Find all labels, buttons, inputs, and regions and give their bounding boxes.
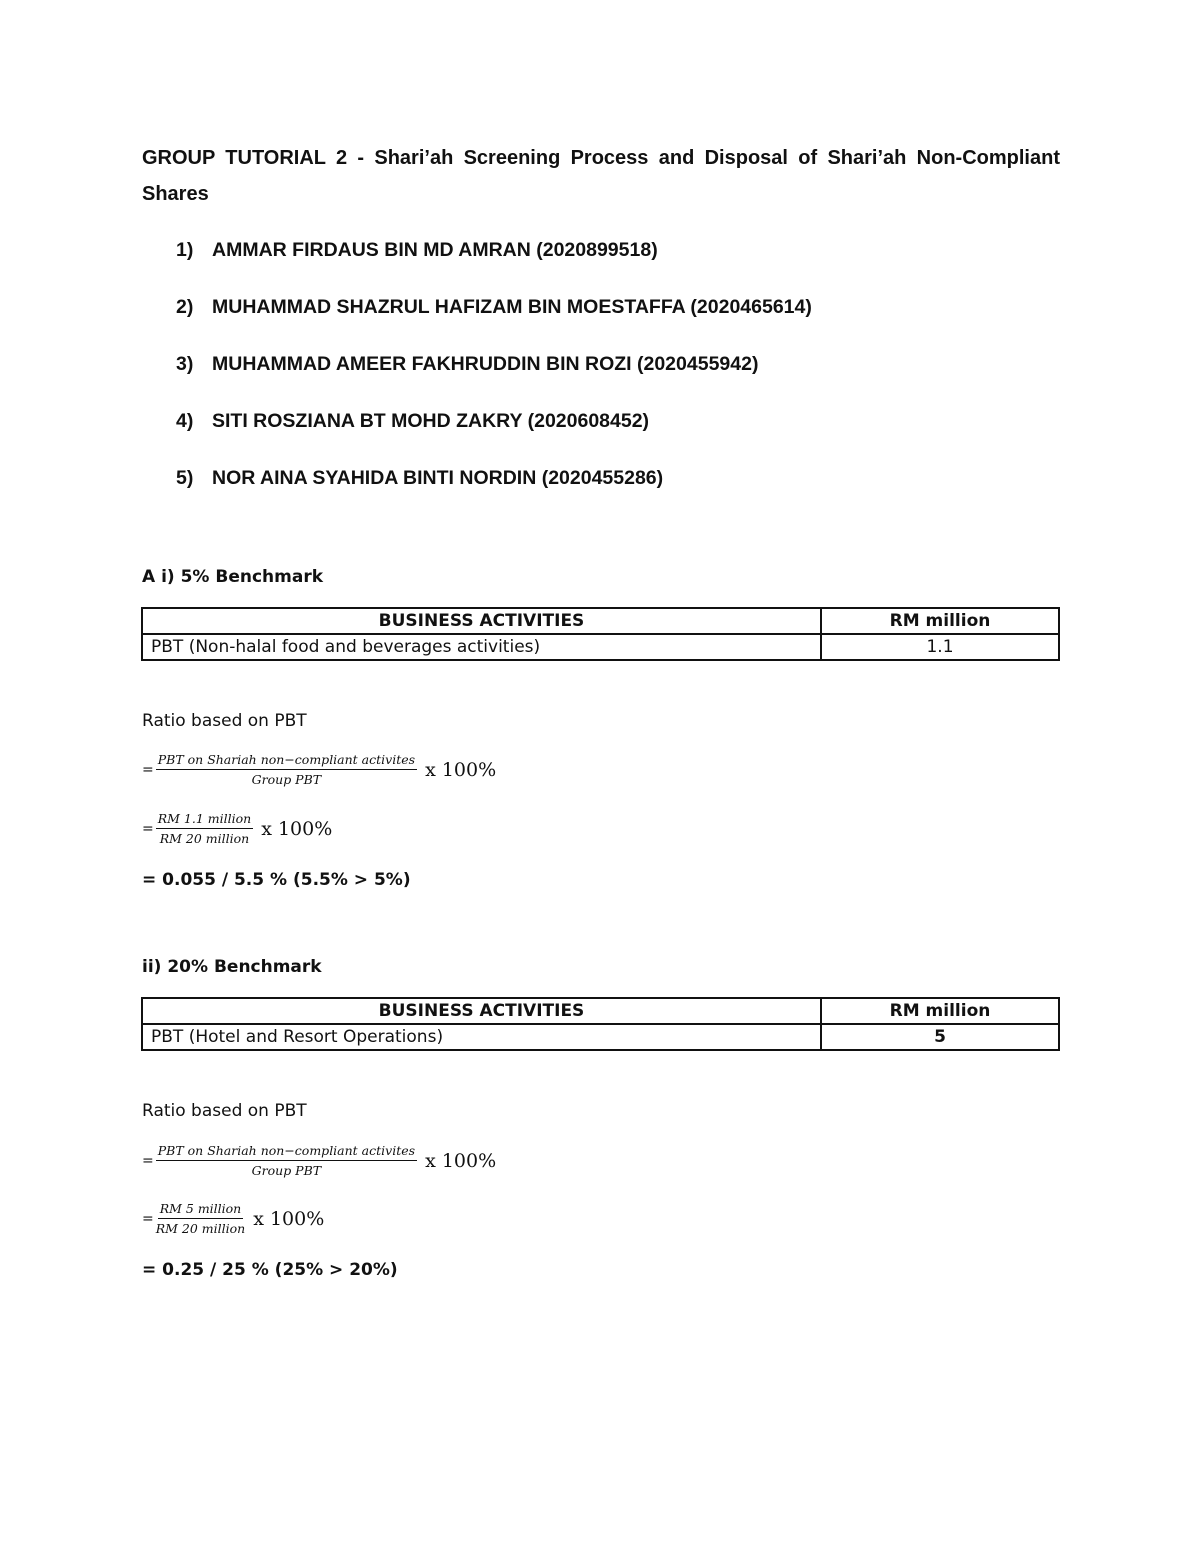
column-header-activities: BUSINESS ACTIVITIES [142, 998, 821, 1024]
fraction-numerator: RM 1.1 million [156, 811, 253, 829]
member-name: MUHAMMAD AMEER FAKHRUDDIN BIN ROZI (2020455942) [212, 353, 759, 375]
activity-cell: PBT (Hotel and Resort Operations) [142, 1024, 821, 1050]
fraction-denominator: Group PBT [251, 1163, 322, 1178]
member-item [176, 464, 812, 521]
fraction-denominator: RM 20 million [159, 831, 250, 846]
fraction [156, 752, 417, 787]
ratio-substitution [142, 1201, 324, 1236]
document-title: GROUP TUTORIAL 2 - Shari’ah Screening Process and Disposal of Shari’ah Non-Compliant Shares [142, 147, 1060, 205]
ratio-label: Ratio based on PBT [142, 1101, 307, 1121]
multiplier: x 100% [425, 758, 497, 781]
member-item [176, 407, 812, 464]
value-cell: 1.1 [821, 634, 1059, 660]
group-member-list [176, 236, 812, 521]
ratio-result: = 0.055 / 5.5 % (5.5% > 5%) [142, 870, 411, 890]
fraction-numerator: PBT on Shariah non−compliant activites [156, 1143, 417, 1161]
multiplier: x 100% [253, 1207, 325, 1230]
column-header-rm-million: RM million [821, 998, 1059, 1024]
fraction-numerator: RM 5 million [158, 1201, 244, 1219]
activity-cell: PBT (Non-halal food and beverages activities) [142, 634, 821, 660]
fraction-denominator: RM 20 million [155, 1221, 246, 1236]
multiplier: x 100% [425, 1149, 497, 1172]
member-item [176, 236, 812, 293]
member-number: 5) [176, 467, 194, 489]
ratio-formula [142, 752, 496, 787]
ratio-result: = 0.25 / 25 % (25% > 20%) [142, 1260, 398, 1280]
section-b-table [141, 997, 1060, 1051]
member-number: 1) [176, 239, 194, 261]
member-number: 2) [176, 296, 194, 318]
fraction-numerator: PBT on Shariah non−compliant activites [156, 752, 417, 770]
column-header-activities: BUSINESS ACTIVITIES [142, 608, 821, 634]
ratio-label: Ratio based on PBT [142, 711, 307, 731]
table-header-row [142, 998, 1059, 1024]
table-header-row [142, 608, 1059, 634]
section-b-heading: ii) 20% Benchmark [142, 957, 322, 977]
equals-sign: = [142, 820, 154, 837]
column-header-rm-million: RM million [821, 608, 1059, 634]
member-name: NOR AINA SYAHIDA BINTI NORDIN (2020455286) [212, 467, 664, 489]
table-row [142, 1024, 1059, 1050]
member-name: MUHAMMAD SHAZRUL HAFIZAM BIN MOESTAFFA (2020465614) [212, 296, 812, 318]
equals-sign: = [142, 761, 154, 778]
member-number: 4) [176, 410, 194, 432]
member-item [176, 350, 812, 407]
section-a-heading: A i) 5% Benchmark [142, 567, 324, 587]
member-number: 3) [176, 353, 194, 375]
ratio-formula [142, 1143, 496, 1178]
fraction-denominator: Group PBT [251, 772, 322, 787]
multiplier: x 100% [261, 817, 333, 840]
equals-sign: = [142, 1210, 154, 1227]
equals-sign: = [142, 1152, 154, 1169]
section-a-table [141, 607, 1060, 661]
table-row [142, 634, 1059, 660]
member-name: AMMAR FIRDAUS BIN MD AMRAN (2020899518) [212, 239, 658, 261]
fraction [156, 1201, 245, 1236]
value-cell: 5 [821, 1024, 1059, 1050]
member-name: SITI ROSZIANA BT MOHD ZAKRY (2020608452) [212, 410, 650, 432]
fraction [156, 1143, 417, 1178]
fraction [156, 811, 253, 846]
member-item [176, 293, 812, 350]
ratio-substitution [142, 811, 332, 846]
